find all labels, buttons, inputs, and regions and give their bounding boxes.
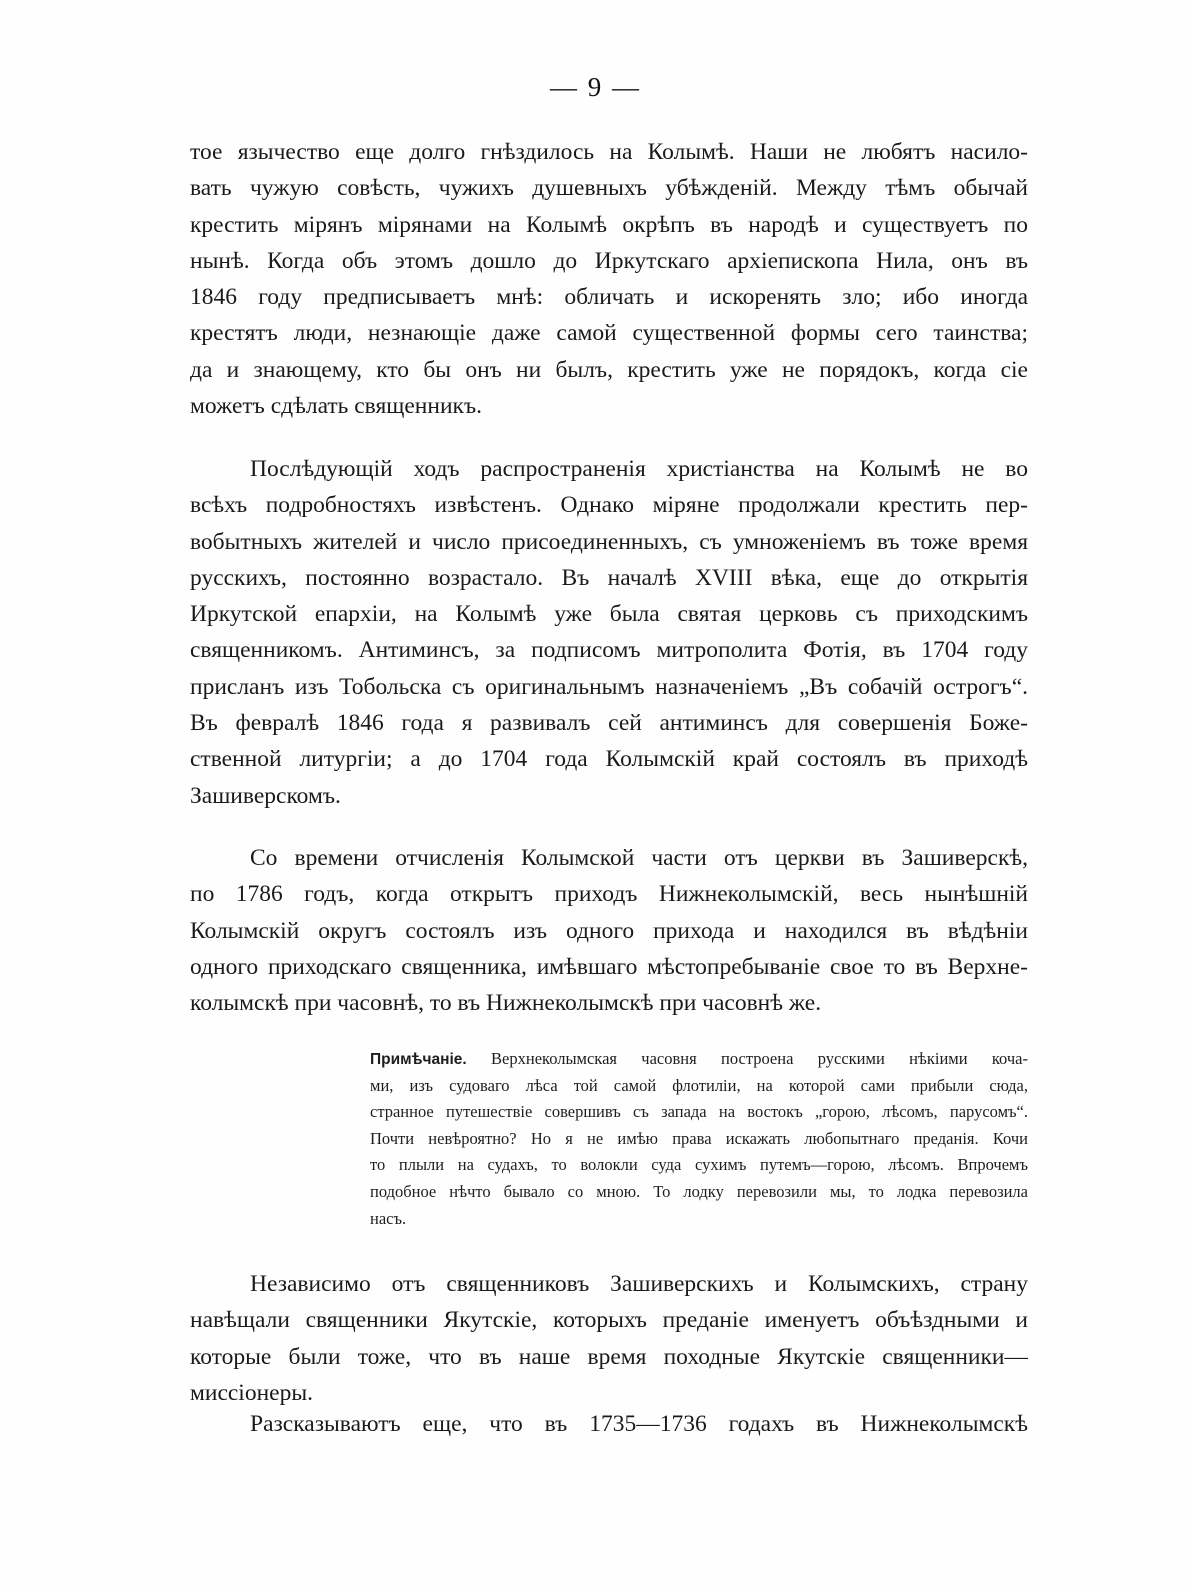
footnote-line: то плыли на судахъ, то волокли суда сухимъ путемъ—горою, лѣсомъ. Впрочемъ	[370, 1155, 1028, 1175]
text-line: да и знающему, кто бы онъ ни былъ, крестить уже не порядокъ, когда сіе	[190, 356, 1028, 383]
text-line: всѣхъ подробностяхъ извѣстенъ. Однако міряне продолжали крестить пер-	[190, 492, 1028, 519]
text-line: навѣщали священники Якутскіе, которыхъ преданіе именуетъ объѣздными и	[190, 1307, 1028, 1334]
text-line: тое язычество еще долго гнѣздилось на Колымѣ. Наши не любятъ насило-	[190, 139, 1028, 165]
text-line: Независимо отъ священниковъ Зашиверскихъ и Колымскихъ, страну	[250, 1271, 1028, 1297]
text-line: Зашиверскомъ.	[190, 782, 341, 809]
text-line: крестить мірянъ мірянами на Колымѣ окрѣпъ въ народѣ и существуетъ по	[190, 211, 1028, 238]
text-line: Послѣдующій ходъ распространенія христіанства на Колымѣ не во	[250, 456, 1028, 482]
text-line: Въ февралѣ 1846 года я развивалъ сей антиминсъ для совершенія Боже-	[190, 710, 1028, 737]
footnote-line: насъ.	[370, 1208, 407, 1228]
paragraph-5	[190, 1406, 1028, 1442]
text-line: миссіонеры.	[190, 1379, 314, 1406]
text-line: Разсказываютъ еще, что въ 1735—1736 годахъ въ Нижнеколымскѣ	[250, 1411, 1028, 1437]
footnote-line: ми, изъ судоваго лѣса той самой флотиліи, на которой сами прибыли сюда,	[370, 1075, 1028, 1095]
text-line: которые были тоже, что въ наше время походные Якутскіе священники—	[190, 1343, 1028, 1370]
footnote-line: Примѣчаніе. Верхнеколымская часовня построена русскими нѣкіими коча-	[370, 1049, 1028, 1068]
footnote-line: Почти невѣроятно? Но я не имѣю права искажать любопытнаго преданія. Кочи	[370, 1128, 1028, 1148]
text-line: крестятъ люди, незнающіе даже самой существенной формы сего таинства;	[190, 320, 1028, 347]
text-line: колымскѣ при часовнѣ, то въ Нижнеколымскѣ при часовнѣ же.	[190, 990, 822, 1017]
text-line: по 1786 годъ, когда открытъ приходъ Нижнеколымскій, весь нынѣшній	[190, 881, 1028, 908]
text-line: одного приходскаго священника, имѣвшаго мѣстопребываніе свое то въ Верхне-	[190, 953, 1028, 980]
text-line: присланъ изъ Тобольска съ оригинальнымъ назначеніемъ „Въ собачій острогъ“.	[190, 673, 1028, 700]
page-number: — 9 —	[550, 72, 641, 102]
text-line: вобытныхъ жителей и число присоединенныхъ, съ умноженіемъ въ тоже время	[190, 528, 1028, 555]
text-line: Колымскій округъ состоялъ изъ одного прихода и находился въ вѣдѣніи	[190, 917, 1028, 944]
paragraph-3	[190, 840, 1028, 1021]
paragraph-4	[190, 1266, 1028, 1411]
text-line: русскихъ, постоянно возрастало. Въ началѣ XVIII вѣка, еще до открытія	[190, 564, 1028, 591]
footnote-line: странное путешествіе совершивъ съ запада на востокъ „горою, лѣсомъ, парусомъ“.	[370, 1102, 1028, 1122]
paragraph-2	[190, 451, 1028, 814]
text-line: Иркутской епархіи, на Колымѣ уже была святая церковь съ приходскимъ	[190, 601, 1028, 628]
text-line: 1846 году предписываетъ мнѣ: обличать и искоренять зло; ибо иногда	[190, 284, 1028, 311]
footnote-line: подобное нѣчто бывало со мною. То лодку перевозили мы, то лодка перевозила	[370, 1181, 1028, 1201]
text-line: вать чужую совѣсть, чужихъ душевныхъ убѣжденій. Между тѣмъ обычай	[190, 175, 1028, 202]
text-line: Со времени отчисленія Колымской части отъ церкви въ Зашиверскѣ,	[250, 845, 1028, 871]
footnote	[370, 1046, 1028, 1232]
text-line: можетъ сдѣлать священникъ.	[190, 393, 482, 420]
text-line: ственной литургіи; а до 1704 года Колымскій край состоялъ въ приходѣ	[190, 746, 1028, 773]
text-line: нынѣ. Когда объ этомъ дошло до Иркутскаго архіепископа Нила, онъ въ	[190, 247, 1028, 274]
text-line: священникомъ. Антиминсъ, за подписомъ митрополита Фотія, въ 1704 году	[190, 637, 1028, 664]
footnote-label: Примѣчаніе.	[370, 1051, 467, 1068]
paragraph-1	[190, 134, 1028, 424]
